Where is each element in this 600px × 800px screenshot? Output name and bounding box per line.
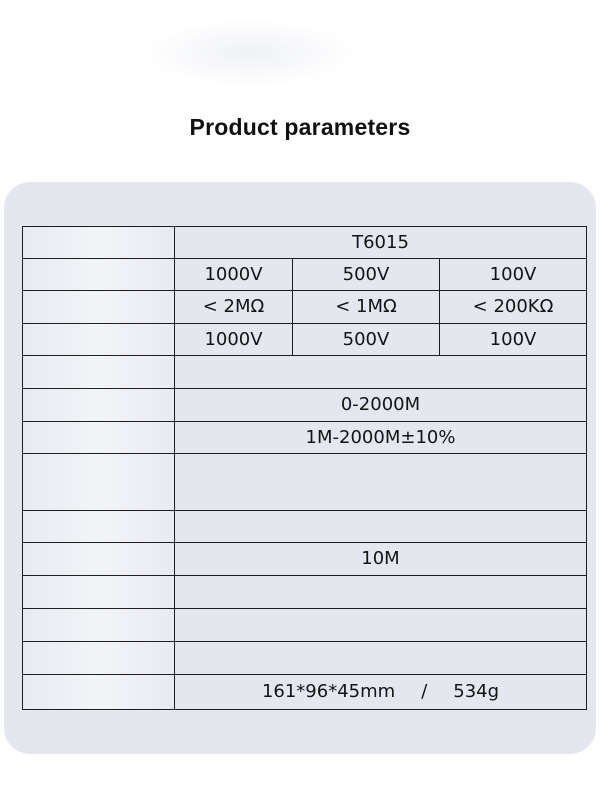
value-cell <box>175 609 587 642</box>
output-voltage-cell: 1000V <box>175 324 293 356</box>
row-label <box>23 543 175 576</box>
row-label <box>23 642 175 675</box>
row-label <box>23 356 175 389</box>
table-row <box>23 324 587 356</box>
size-weight-cell <box>175 675 587 710</box>
value-cell <box>175 642 587 675</box>
row-label <box>23 291 175 324</box>
top-blurred-text <box>140 18 360 88</box>
value-cell <box>175 356 587 389</box>
model-cell: T6015 <box>175 227 587 259</box>
test-voltage-cell: 500V <box>293 259 440 291</box>
table-row <box>23 511 587 543</box>
row-label <box>23 259 175 291</box>
resistance-cell: < 2MΩ <box>175 291 293 324</box>
page-title: Product parameters <box>189 114 411 140</box>
table-row <box>23 422 587 454</box>
range-cell: 0-2000M <box>175 389 587 422</box>
row-label <box>23 454 175 511</box>
row-label <box>23 422 175 454</box>
row-label <box>23 389 175 422</box>
row-label <box>23 675 175 710</box>
table-row <box>23 675 587 710</box>
output-voltage-cell: 100V <box>440 324 587 356</box>
table-row <box>23 642 587 675</box>
parameters-table <box>22 226 587 710</box>
separator: / <box>421 681 428 702</box>
min-value-cell: 10M <box>175 543 587 576</box>
table-row <box>23 543 587 576</box>
table-row <box>23 291 587 324</box>
test-voltage-cell: 1000V <box>175 259 293 291</box>
output-voltage-cell: 500V <box>293 324 440 356</box>
dimensions-value: 161*96*45mm <box>261 681 396 702</box>
value-cell <box>175 576 587 609</box>
resistance-cell: < 200KΩ <box>440 291 587 324</box>
value-cell <box>175 511 587 543</box>
row-label <box>23 227 175 259</box>
test-voltage-cell: 100V <box>440 259 587 291</box>
row-label <box>23 511 175 543</box>
accuracy-cell: 1M-2000M±10% <box>175 422 587 454</box>
weight-value: 534g <box>453 681 500 702</box>
table-row <box>23 259 587 291</box>
row-label <box>23 576 175 609</box>
table-row <box>23 389 587 422</box>
table-row <box>23 227 587 259</box>
table-row <box>23 609 587 642</box>
table-row <box>23 576 587 609</box>
row-label <box>23 324 175 356</box>
table-row <box>23 454 587 511</box>
value-cell <box>175 454 587 511</box>
resistance-cell: < 1MΩ <box>293 291 440 324</box>
table-row <box>23 356 587 389</box>
row-label <box>23 609 175 642</box>
